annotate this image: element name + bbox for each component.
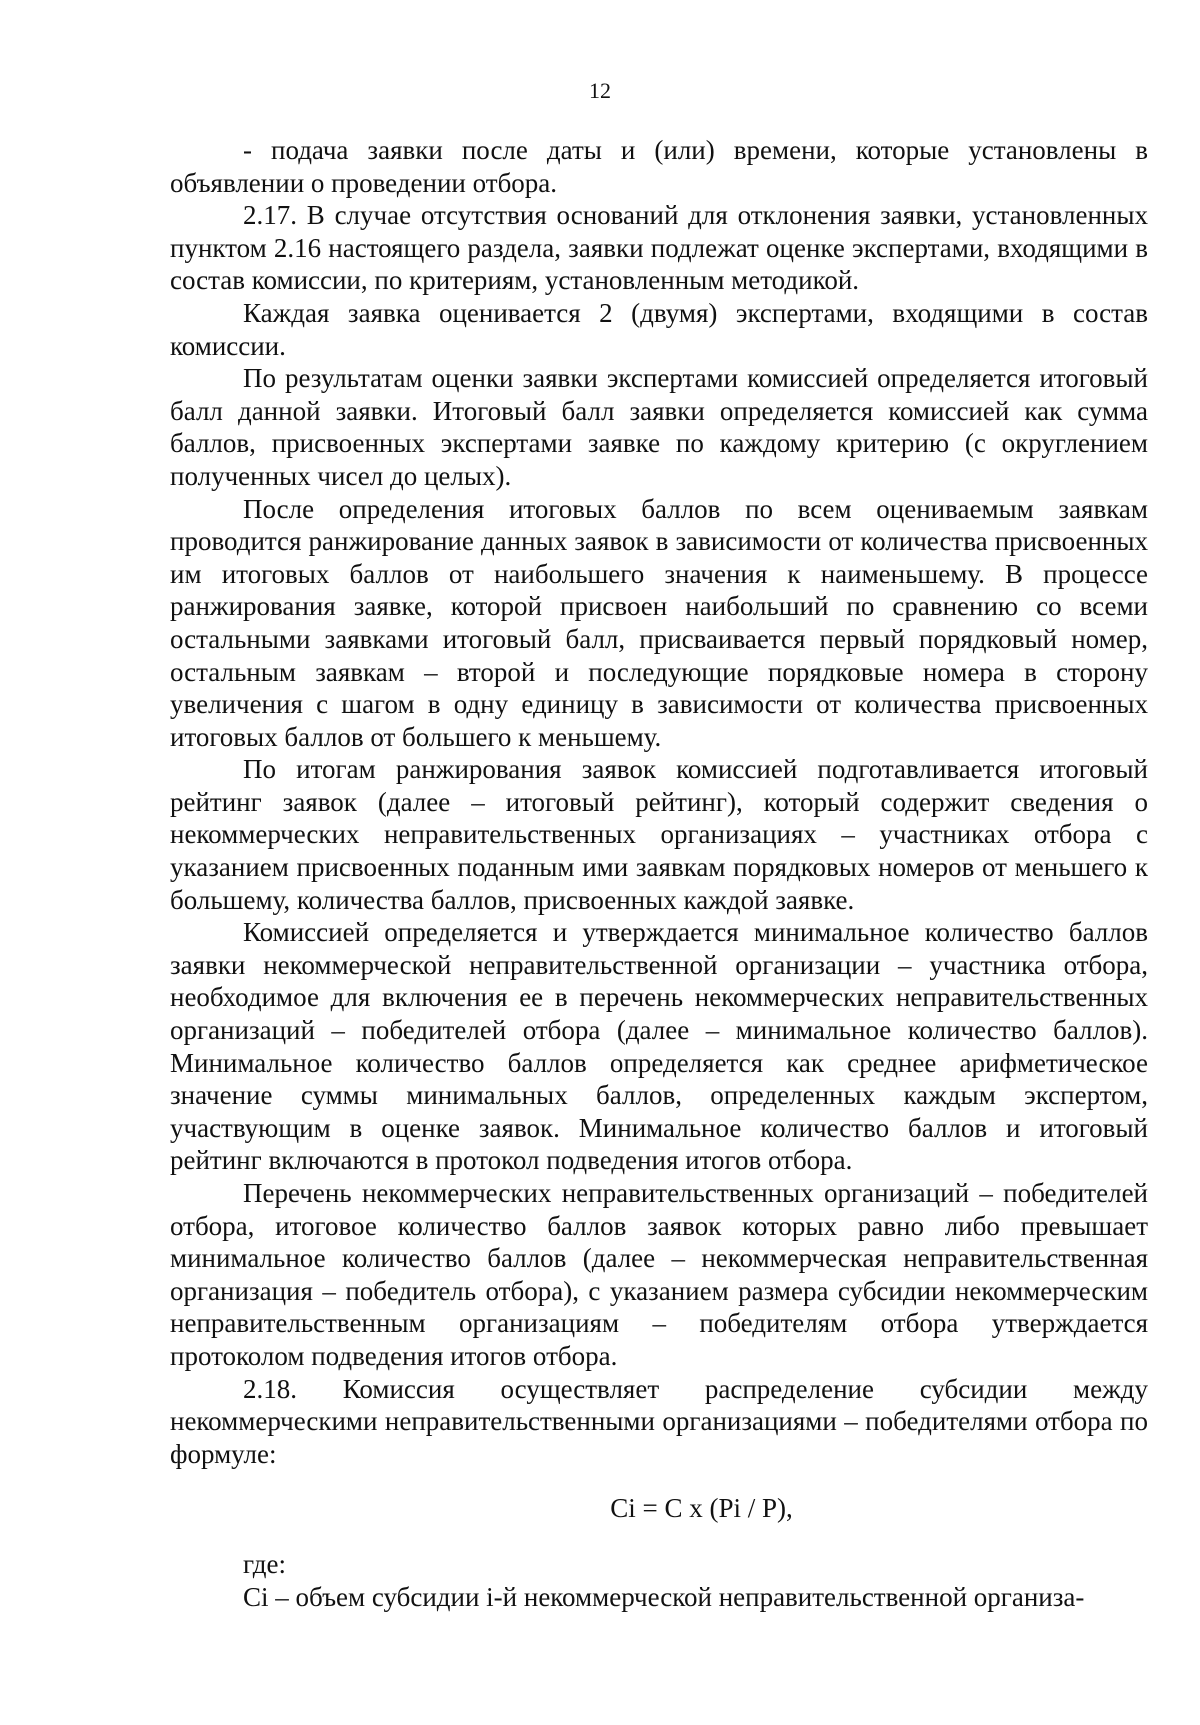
paragraph-two-experts: Каждая заявка оценивается 2 (двумя) экспертами, входящими в состав комиссии. <box>170 297 1148 361</box>
page-number: 12 <box>589 78 611 103</box>
document-body <box>170 134 1148 1614</box>
paragraph-final-score: По результатам оценки заявки экспертами комиссией определяется итоговый балл данной заявки. Итоговый балл заявки определяется комиссией как сумма баллов, присвоенных экспертами заявке по каждому критерию (с округлением полученных чисел до целых). <box>170 363 1148 491</box>
paragraph-minimum-score: Комиссией определяется и утверждается минимальное количество баллов заявки некоммерческой неправительственной организации – участника отбора, необходимое для включения ее в перечень некоммерческих неправительственных организаций – победителей отбора (далее – минимальное количество баллов). Минимальное количество баллов определяется как среднее арифметическое значение суммы минимальных баллов, определенных каждым экспертом, участвующим в оценке заявок. Минимальное количество баллов и итоговый рейтинг включаются в протокол подведения итогов отбора. <box>170 917 1148 1176</box>
paragraph-submission-deadline: - подача заявки после даты и (или) времени, которые установлены в объявлении о проведении отбора. <box>170 135 1148 198</box>
paragraph-winners-list: Перечень некоммерческих неправительственных организаций – победителей отбора, итоговое количество баллов заявок которых равно либо превышает минимальное количество баллов (далее – некоммерческая неправительственная организация – победитель отбора), с указанием размера субсидии некоммерческим неправительственным организациям – победителям отбора утверждается протоколом подведения итогов отбора. <box>170 1178 1148 1371</box>
definition-ci: Ci – объем субсидии i-й некоммерческой неправительственной организа- <box>243 1581 1085 1612</box>
paragraph-ranking: После определения итоговых баллов по всем оцениваемым заявкам проводится ранжирование данных заявок в зависимости от количества присвоенных им итоговых баллов от наибольшего значения к наименьшему. В процессе ранжирования заявке, которой присвоен наибольший по сравнению со всеми остальными заявками итоговый балл, присваивается первый порядковый номер, остальным заявкам – второй и последующие порядковые номера в сторону увеличения с шагом в одну единицу в зависимости от количества присвоенных итоговых баллов от большего к меньшему. <box>170 493 1148 752</box>
subsidy-formula: Ci = C x (Pi / P), <box>610 1493 793 1524</box>
where-label: где: <box>243 1549 286 1580</box>
paragraph-final-rating: По итогам ранжирования заявок комиссией подготавливается итоговый рейтинг заявок (далее – итоговый рейтинг), который содержит сведения о некоммерческих неправительственных организациях – участниках отбора с указанием присвоенных поданным ими заявкам порядковых номеров от меньшего к большему, количества баллов, присвоенных каждой заявке. <box>170 754 1148 915</box>
paragraph-2-18: 2.18. Комиссия осуществляет распределение субсидии между некоммерческими неправительственными организациями – победителями отбора по формуле: <box>170 1373 1148 1469</box>
paragraph-2-17: 2.17. В случае отсутствия оснований для отклонения заявки, установленных пунктом 2.16 настоящего раздела, заявки подлежат оценке экспертами, входящими в состав комиссии, по критериям, установленным методикой. <box>170 200 1148 296</box>
